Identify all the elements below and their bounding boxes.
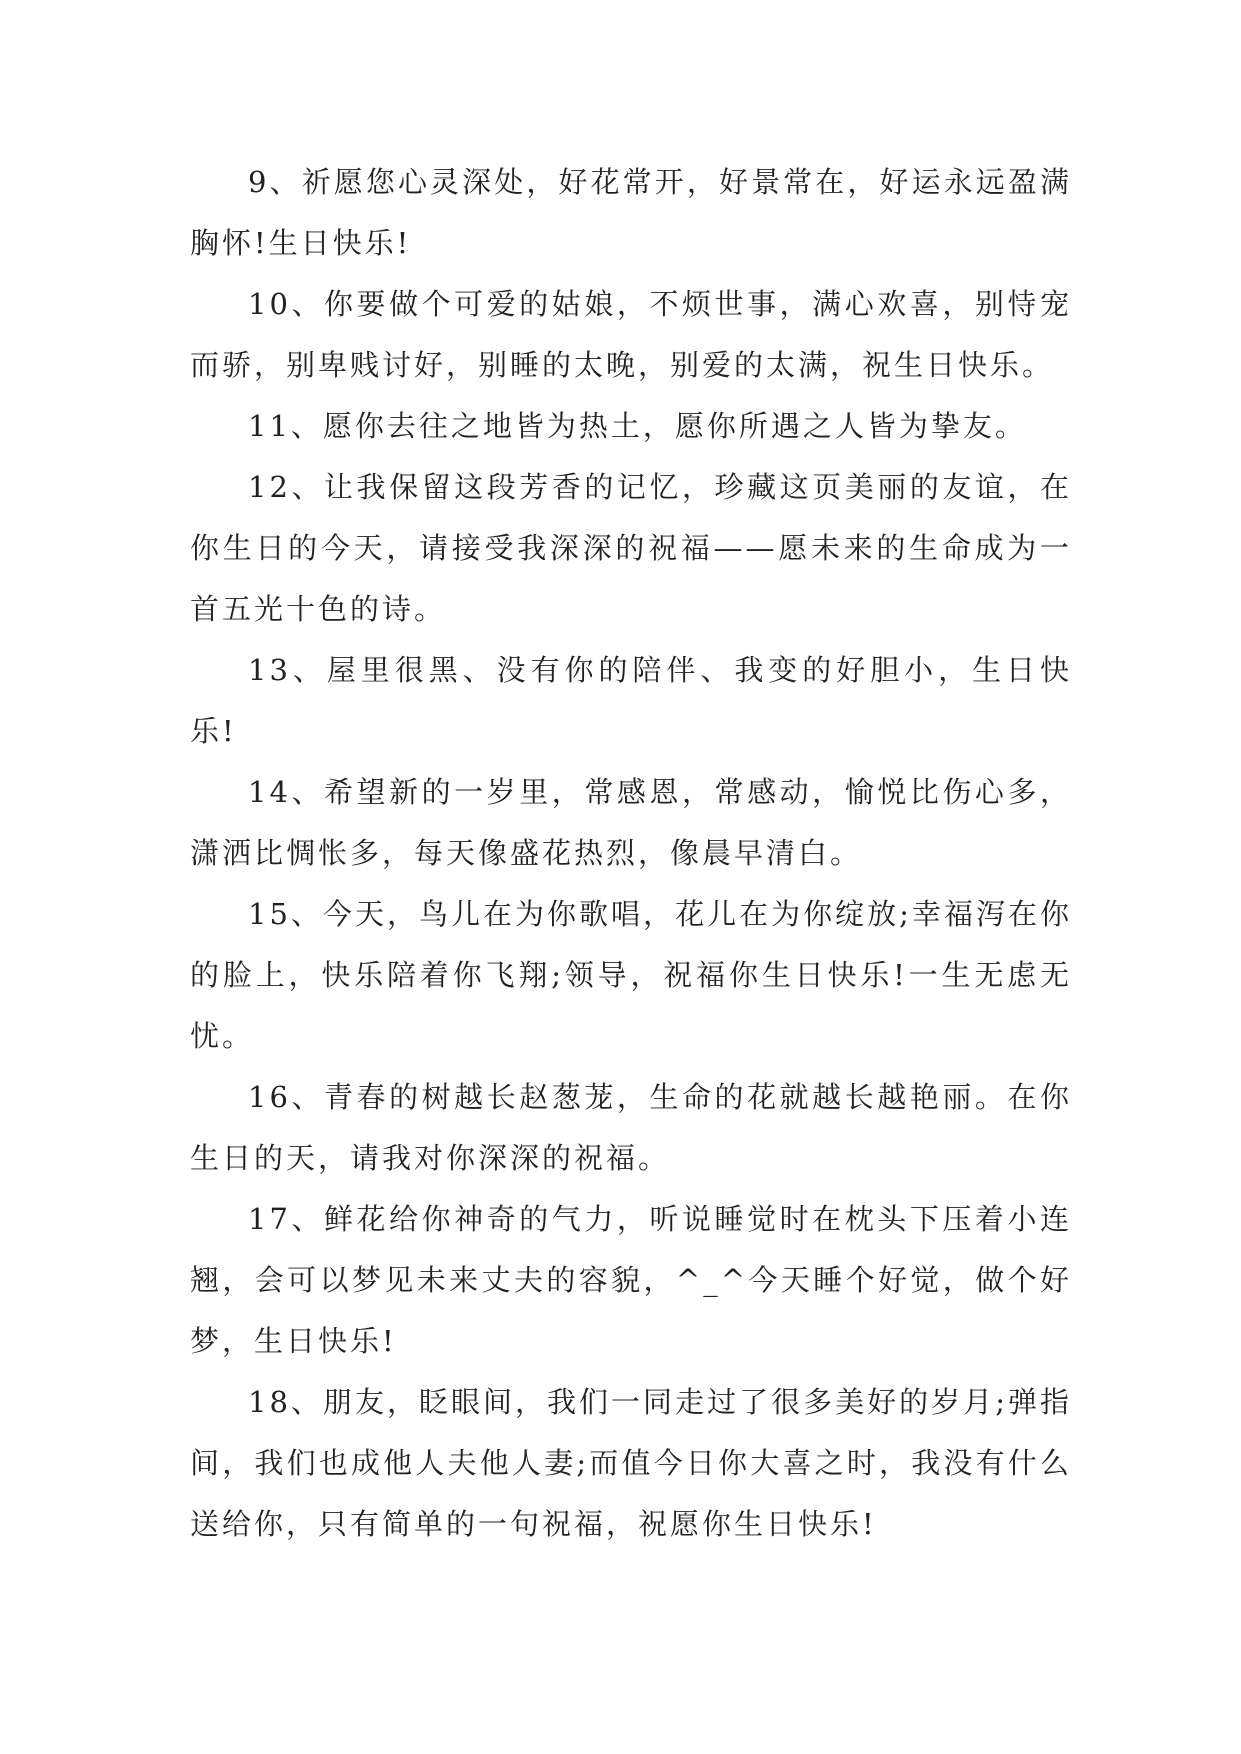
paragraph-15: 15、今天，鸟儿在为你歌唱，花儿在为你绽放;幸福泻在你的脸上，快乐陪着你飞翔;领导，祝福你生日快乐!一生无虑无忧。 <box>190 897 1072 1053</box>
paragraph-18: 18、朋友，眨眼间，我们一同走过了很多美好的岁月;弹指间，我们也成他人夫他人妻;而值今日你大喜之时，我没有什么送给你，只有简单的一句祝福，祝愿你生日快乐! <box>190 1385 1072 1541</box>
paragraph-12: 12、让我保留这段芳香的记忆，珍藏这页美丽的友谊，在你生日的今天，请接受我深深的祝福——愿未来的生命成为一首五光十色的诗。 <box>190 470 1072 626</box>
paragraph-16: 16、青春的树越长赵葱茏，生命的花就越长越艳丽。在你生日的天，请我对你深深的祝福。 <box>190 1080 1072 1175</box>
document-body <box>190 152 1072 1555</box>
paragraph-10: 10、你要做个可爱的姑娘，不烦世事，满心欢喜，别恃宠而骄，别卑贱讨好，别睡的太晚，别爱的太满，祝生日快乐。 <box>190 287 1072 382</box>
paragraph-17: 17、鲜花给你神奇的气力，听说睡觉时在枕头下压着小连翘，会可以梦见未来丈夫的容貌，^_^今天睡个好觉，做个好梦，生日快乐! <box>190 1202 1072 1358</box>
paragraph-11: 11、愿你去往之地皆为热土，愿你所遇之人皆为挚友。 <box>248 409 1027 443</box>
paragraph-9: 9、祈愿您心灵深处，好花常开，好景常在，好运永远盈满胸怀!生日快乐! <box>190 165 1072 260</box>
paragraph-13: 13、屋里很黑、没有你的陪伴、我变的好胆小，生日快乐! <box>190 653 1072 748</box>
paragraph-14: 14、希望新的一岁里，常感恩，常感动，愉悦比伤心多，潇洒比惆怅多，每天像盛花热烈，像晨早清白。 <box>190 775 1072 870</box>
